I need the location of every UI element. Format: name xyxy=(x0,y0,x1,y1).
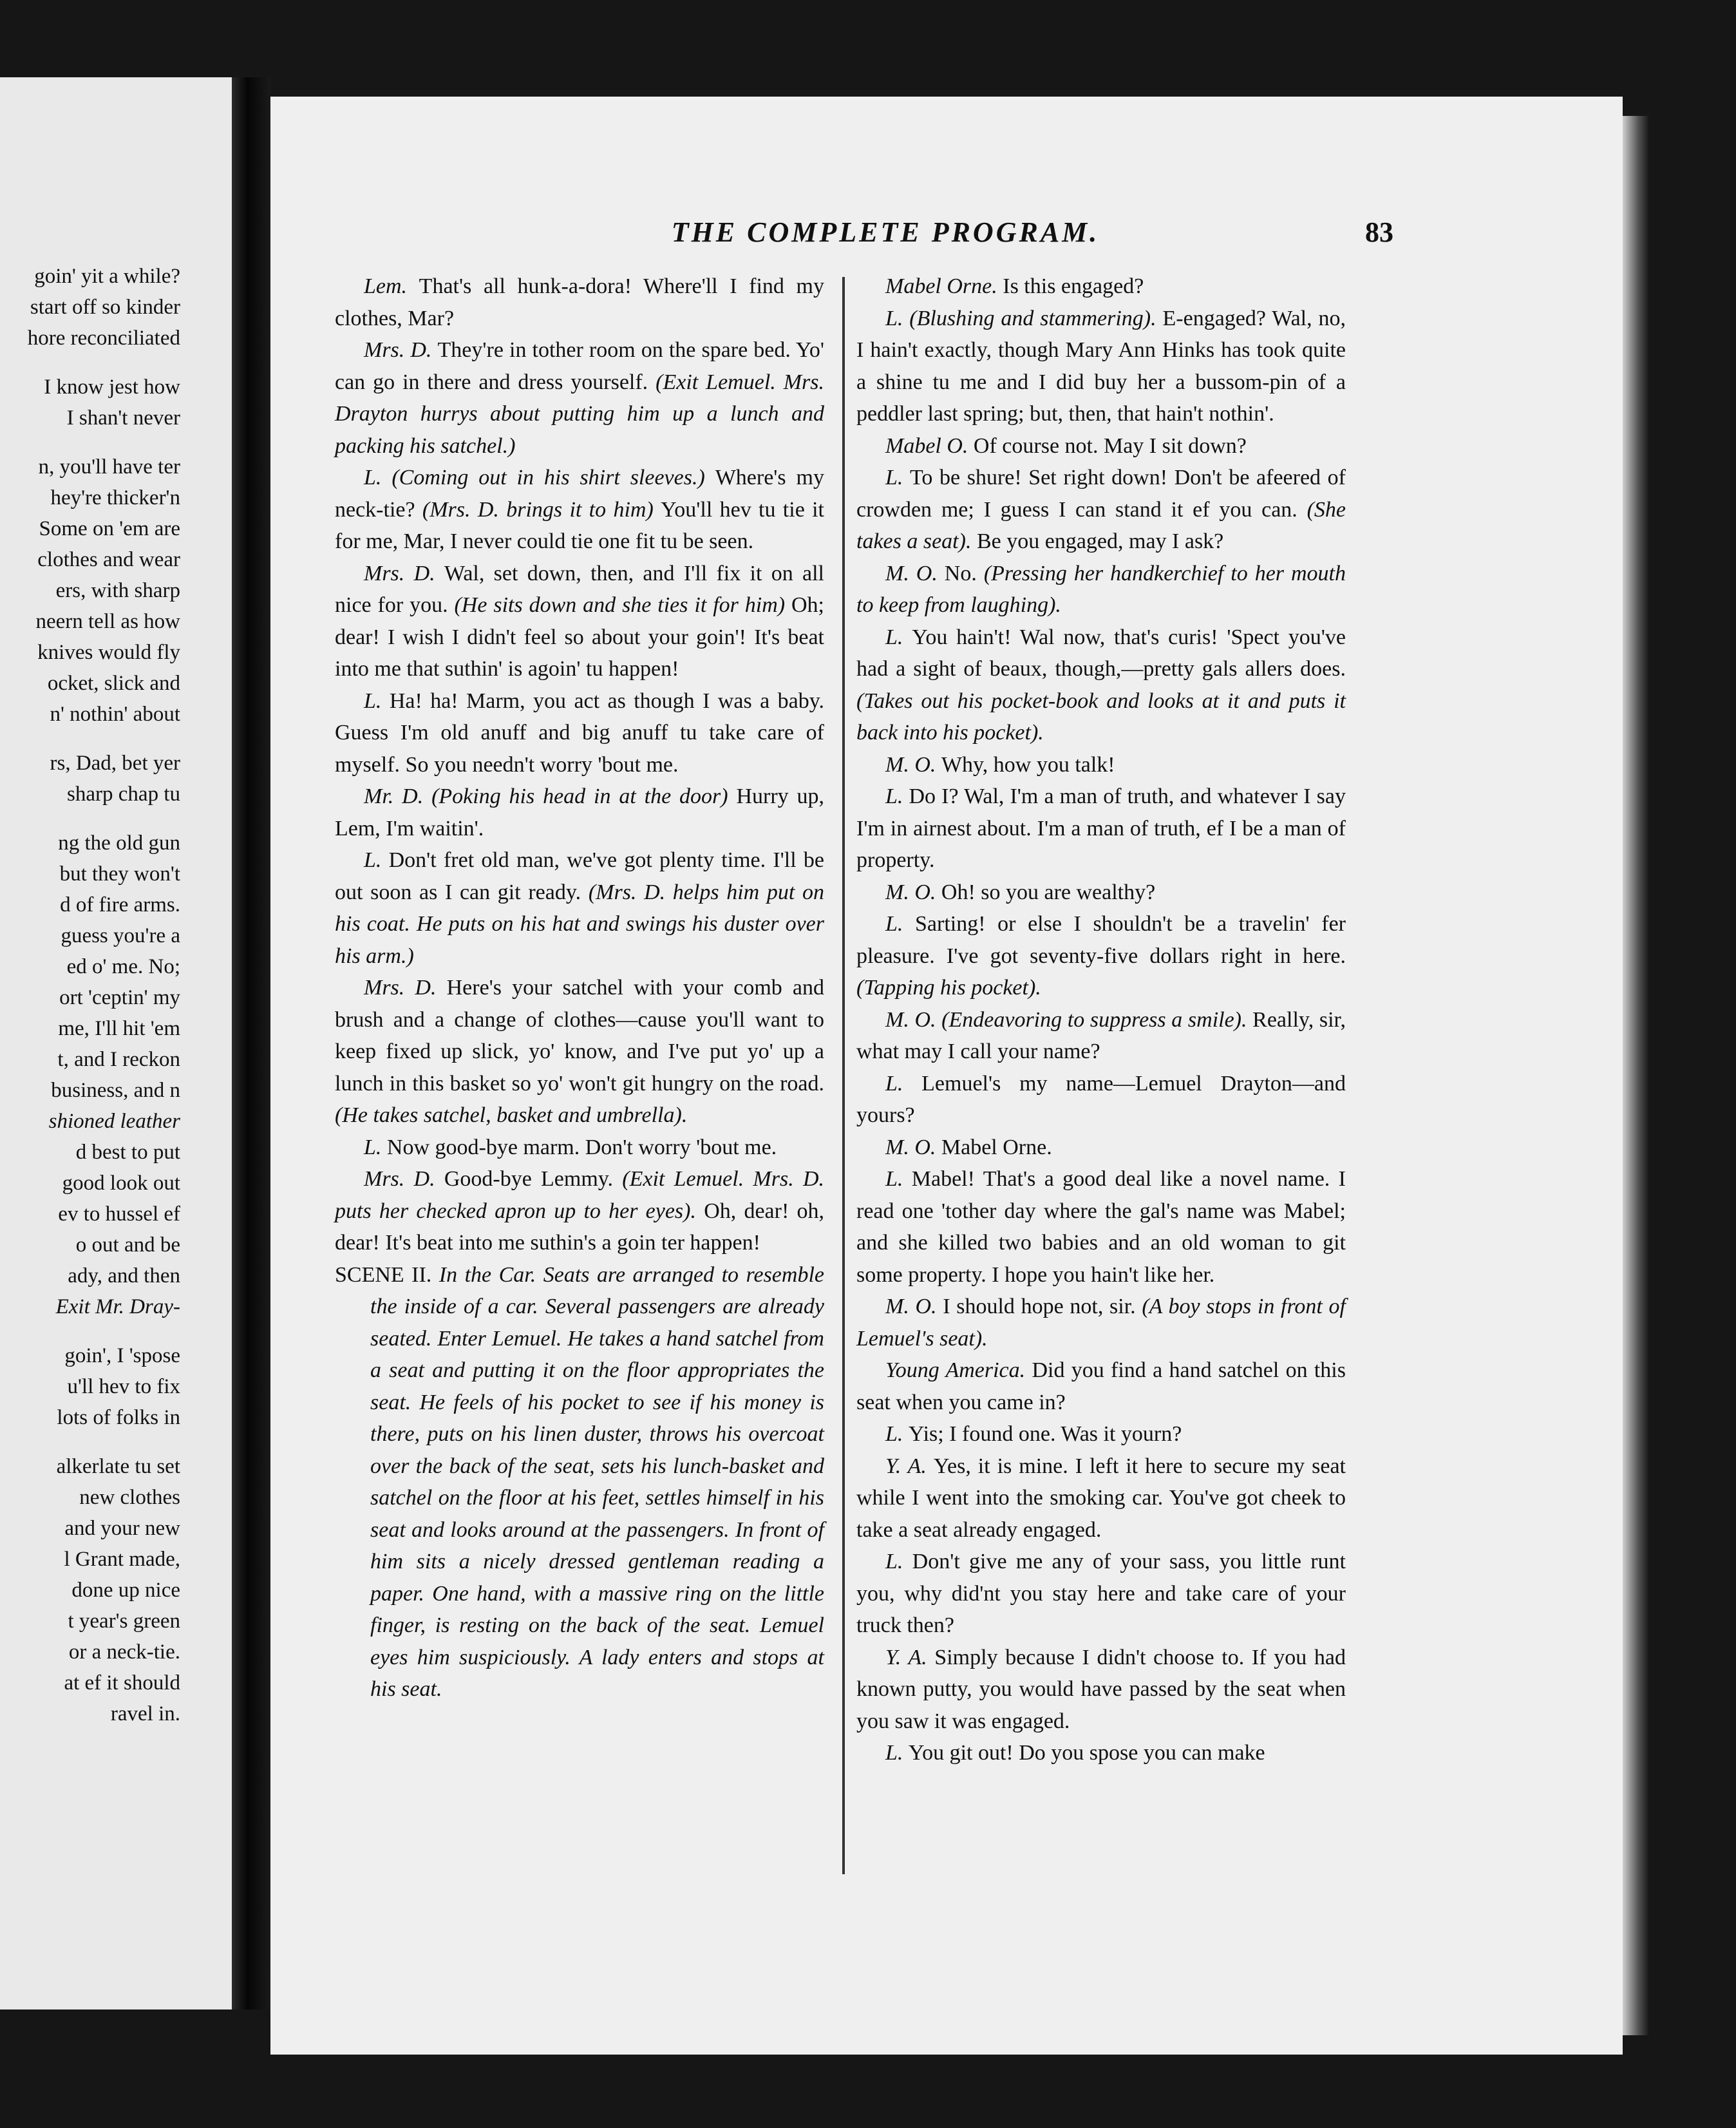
scene-label: SCENE II. xyxy=(335,1262,439,1287)
dialogue-paragraph xyxy=(856,1004,1346,1068)
dialogue-text: You hain't! Wal now, that's curis! 'Spect you've had a sight of beaux, though,—pretty gals allers does. xyxy=(856,625,1346,681)
left-page-line: Some on 'em are xyxy=(39,517,180,540)
dialogue-paragraph xyxy=(856,908,1346,1004)
left-page-line: ers, with sharp xyxy=(55,579,180,602)
speaker-name: M. O. xyxy=(885,1135,941,1159)
dialogue-text: Mabel Orne. xyxy=(941,1135,1052,1159)
left-page-line: at ef it should xyxy=(64,1671,180,1695)
dialogue-text: Simply because I didn't choose to. If you had known putty, you would have passed by the seat when you saw it was engaged. xyxy=(856,1645,1346,1733)
left-page-line: rs, Dad, bet yer xyxy=(50,752,180,775)
dialogue-paragraph xyxy=(856,1291,1346,1354)
left-text-column xyxy=(335,271,824,1705)
speaker-name: L. xyxy=(885,306,910,330)
left-page-line: goin' yit a while? xyxy=(34,265,180,288)
left-page-line: hore reconciliated xyxy=(27,327,180,350)
left-page-line: good look out xyxy=(62,1172,180,1195)
left-page-line: alkerlate tu set xyxy=(56,1455,180,1478)
left-page-line: but they won't xyxy=(59,862,180,886)
dialogue-paragraph xyxy=(856,1642,1346,1738)
stage-direction: (Exit Lemuel. Mrs. D. puts her checked apron up to her eyes). xyxy=(335,1167,824,1223)
dialogue-paragraph xyxy=(856,1354,1346,1418)
speaker-name: L. xyxy=(885,1167,912,1191)
dialogue-paragraph xyxy=(335,271,824,334)
dialogue-text: Oh; dear! I wish I didn't feel so about your goin'! It's beat into me that suthin' is agoin' tu happen! xyxy=(335,593,824,681)
speaker-name: M. O. xyxy=(885,880,941,904)
speaker-name: Mrs. D. xyxy=(364,338,438,362)
stage-direction: (Exit Lemuel. Mrs. Drayton hurrys about putting him up a lunch and packing his satchel.) xyxy=(335,370,824,458)
speaker-name: L. xyxy=(885,1741,909,1765)
left-page-line: d best to put xyxy=(75,1141,180,1164)
left-page-line: clothes and wear xyxy=(37,548,180,571)
speaker-name: L. xyxy=(885,1071,922,1096)
dialogue-paragraph xyxy=(335,972,824,1132)
dialogue-text: Now good-bye marm. Don't worry 'bout me. xyxy=(386,1135,777,1159)
dialogue-text: No. xyxy=(944,561,984,585)
speaker-name: L. xyxy=(364,1135,387,1159)
dialogue-paragraph xyxy=(335,558,824,685)
stage-direction: (He sits down and she ties it for him) xyxy=(454,593,791,617)
left-page-line: done up nice xyxy=(71,1579,180,1602)
running-title: THE COMPLETE PROGRAM. xyxy=(671,216,1100,248)
speaker-name: L. xyxy=(885,466,910,489)
left-page-line: neern tell as how xyxy=(35,610,180,633)
left-page-line: new clothes xyxy=(79,1486,180,1509)
speaker-name: L. xyxy=(885,625,912,649)
left-page-line: goin', I 'spose xyxy=(64,1344,180,1367)
dialogue-text: Why, how you talk! xyxy=(941,752,1115,777)
dialogue-text: Be you engaged, may I ask? xyxy=(976,529,1224,553)
left-page-line: shioned leather xyxy=(48,1110,180,1133)
left-page-line: t year's green xyxy=(68,1610,180,1633)
speaker-name: L. xyxy=(885,784,909,808)
dialogue-paragraph xyxy=(335,781,824,844)
dialogue-paragraph xyxy=(335,1163,824,1259)
left-page-line: start off so kinder xyxy=(30,296,180,319)
scene-direction: In the Car. Seats are arranged to resemble the inside of a car. Several passengers are already seated. Enter Lemuel. He takes a hand satchel from a seat and putting it on the floor appropriates the seat. He feels of his pocket to see if his money is there, puts on his linen duster, throws his overcoat over the back of the seat, sets his lunch-basket and satchel on the floor at his feet, settles himself in his seat and looks around at the passengers. In front of him sits a nicely dressed gentleman reading a paper. One hand, with a massive ring on the little finger, is resting on the back of the seat. Lemuel eyes him suspiciously. A lady enters and stops at his seat. xyxy=(370,1262,824,1701)
dialogue-text: Don't give me any of your sass, you little runt you, why did'nt you stay here and take care of your truck then? xyxy=(856,1550,1346,1637)
speaker-name: Mr. D. xyxy=(364,784,432,808)
dialogue-paragraph xyxy=(335,462,824,558)
speaker-name: M. O. xyxy=(885,752,941,777)
scene-heading xyxy=(335,1259,824,1705)
dialogue-paragraph xyxy=(335,844,824,972)
speaker-name: Lem. xyxy=(364,274,419,298)
speaker-name: L. xyxy=(885,1422,909,1446)
dialogue-paragraph xyxy=(335,1132,824,1164)
dialogue-text: Wal, set down, then, and I'll fix it on all nice for you. xyxy=(335,561,825,617)
dialogue-paragraph xyxy=(856,622,1346,749)
stage-direction: (A boy stops in front of Lemuel's seat). xyxy=(856,1295,1346,1351)
dialogue-paragraph xyxy=(856,1132,1346,1164)
speaker-name: L. xyxy=(364,466,392,489)
dialogue-paragraph xyxy=(856,1546,1346,1642)
speaker-name: L. xyxy=(364,848,389,872)
dialogue-text: Really, sir, what may I call your name? xyxy=(856,1007,1346,1063)
left-page-line: l Grant made, xyxy=(64,1548,180,1571)
dialogue-text: Yis; I found one. Was it yourn? xyxy=(908,1422,1182,1446)
left-page-line: ady, and then xyxy=(68,1264,180,1287)
dialogue-text: You'll hev tu tie it for me, Mar, I never could tie one fit tu be seen. xyxy=(335,497,824,553)
dialogue-text: Is this engaged? xyxy=(1003,274,1144,298)
dialogue-text: Yes, it is mine. I left it here to secure my seat while I went into the smoking car. You've got cheek to take a seat already engaged. xyxy=(856,1454,1346,1542)
dialogue-paragraph xyxy=(856,303,1346,430)
left-page-line: or a neck-tie. xyxy=(68,1640,180,1664)
dialogue-paragraph xyxy=(856,1737,1346,1769)
dialogue-paragraph xyxy=(856,1163,1346,1291)
dialogue-text: Did you find a hand satchel on this seat when you came in? xyxy=(856,1358,1346,1414)
dialogue-paragraph xyxy=(856,781,1346,877)
left-page-line: ravel in. xyxy=(110,1702,180,1725)
speaker-name: Mabel Orne. xyxy=(885,274,1003,298)
speaker-name: L. xyxy=(885,912,916,936)
left-page-line: and your new xyxy=(64,1517,180,1540)
right-text-column xyxy=(856,271,1346,1769)
speaker-name: L. xyxy=(885,1550,912,1573)
left-page-line: me, I'll hit 'em xyxy=(58,1017,180,1040)
dialogue-text: Oh, dear! oh, dear! It's beat into me suthin's a goin ter happen! xyxy=(335,1199,824,1255)
book-gutter xyxy=(232,77,270,2009)
stage-direction: (Coming out in his shirt sleeves.) xyxy=(392,466,715,489)
left-page-fragment xyxy=(0,77,232,2009)
dialogue-text: Hurry up, Lem, I'm waitin'. xyxy=(335,784,824,841)
stage-direction: (Blushing and stammering). xyxy=(909,306,1163,330)
dialogue-text: To be shure! Set right down! Don't be afeered of crowden me; I guess I can stand it ef you can. xyxy=(856,466,1346,522)
dialogue-text: Of course not. May I sit down? xyxy=(973,433,1247,458)
stage-direction: (Mrs. D. helps him put on his coat. He puts on his hat and swings his duster over his arm.) xyxy=(335,880,824,968)
dialogue-text: Here's your satchel with your comb and brush and a change of clothes—cause you'll want to keep fixed up slick, yo' know, and I've put yo' up a lunch in this basket so yo' won't git hungry on the road. xyxy=(335,976,824,1096)
left-page-line: business, and n xyxy=(51,1079,180,1102)
page-edge xyxy=(1623,116,1648,2035)
column-divider xyxy=(842,277,845,1874)
dialogue-text: Do I? Wal, I'm a man of truth, and whatever I say I'm in airnest about. I'm a man of truth, ef I be a man of property. xyxy=(856,784,1346,872)
dialogue-text: They're in tother room on the spare bed. Yo' can go in there and dress yourself. xyxy=(335,338,824,394)
left-page-line: ev to hussel ef xyxy=(58,1202,180,1226)
speaker-name: L. xyxy=(364,689,390,713)
left-page-line: u'll hev to fix xyxy=(67,1375,180,1398)
stage-direction: (Pressing her handkerchief to her mouth to keep from laughing). xyxy=(856,561,1346,617)
speaker-name: Mabel O. xyxy=(885,433,974,458)
dialogue-paragraph xyxy=(856,877,1346,909)
left-page-line: sharp chap tu xyxy=(67,783,180,806)
stage-direction: (Poking his head in at the door) xyxy=(431,784,737,808)
speaker-name: Mrs. D. xyxy=(364,976,447,1000)
left-page-line: o out and be xyxy=(75,1233,180,1257)
left-page-line: n, you'll have ter xyxy=(38,455,180,479)
left-page-line: I know jest how xyxy=(44,375,180,399)
left-page-line: t, and I reckon xyxy=(57,1048,180,1071)
speaker-name: M. O. xyxy=(885,1295,943,1318)
dialogue-text: That's all hunk-a-dora! Where'll I find my clothes, Mar? xyxy=(335,274,824,330)
left-page-line: ocket, slick and xyxy=(47,672,180,695)
left-page-line: n' nothin' about xyxy=(50,703,180,726)
dialogue-paragraph xyxy=(856,1418,1346,1450)
stage-direction: (Mrs. D. brings it to him) xyxy=(422,497,661,522)
speaker-name: Mrs. D. xyxy=(364,1167,444,1191)
speaker-name: Y. A. xyxy=(885,1645,935,1669)
dialogue-paragraph xyxy=(856,1450,1346,1546)
left-page-line: I shan't never xyxy=(66,406,180,430)
page-number: 83 xyxy=(1365,216,1393,248)
dialogue-text: I should hope not, sir. xyxy=(943,1295,1142,1318)
dialogue-text: Good-bye Lemmy. xyxy=(444,1167,623,1191)
speaker-name: Young America. xyxy=(885,1358,1032,1382)
left-page-line: ng the old gun xyxy=(58,831,180,855)
left-page-line: guess you're a xyxy=(61,924,180,947)
dialogue-paragraph xyxy=(856,558,1346,622)
dialogue-text: Oh! so you are wealthy? xyxy=(941,880,1156,904)
left-page-line: lots of folks in xyxy=(57,1406,180,1429)
speaker-name: M. O. xyxy=(885,1007,942,1032)
stage-direction: (Takes out his pocket-book and looks at it and puts it back into his pocket). xyxy=(856,689,1346,745)
speaker-name: Y. A. xyxy=(885,1454,934,1478)
left-page-line: Exit Mr. Dray- xyxy=(55,1295,180,1318)
stage-direction: (He takes satchel, basket and umbrella). xyxy=(335,1103,688,1127)
stage-direction: (She takes a seat). xyxy=(856,497,1346,553)
dialogue-paragraph xyxy=(856,462,1346,558)
dialogue-text: Lemuel's my name—Lemuel Drayton—and yours? xyxy=(856,1071,1346,1127)
dialogue-paragraph xyxy=(856,1068,1346,1132)
speaker-name: Mrs. D. xyxy=(364,561,444,585)
dialogue-paragraph xyxy=(856,749,1346,781)
left-page-line: knives would fly xyxy=(37,641,180,664)
dialogue-paragraph xyxy=(335,334,824,462)
stage-direction: (Endeavoring to suppress a smile). xyxy=(941,1007,1253,1032)
dialogue-paragraph xyxy=(856,430,1346,462)
dialogue-text: Where's my neck-tie? xyxy=(335,466,824,522)
left-page-line: ed o' me. No; xyxy=(66,955,180,978)
left-page-line: hey're thicker'n xyxy=(50,486,180,509)
dialogue-paragraph xyxy=(856,271,1346,303)
dialogue-text: Ha! ha! Marm, you act as though I was a baby. Guess I'm old anuff and big anuff tu take care of myself. So you needn't worry 'bout me. xyxy=(335,689,824,777)
dialogue-text: Sarting! or else I shouldn't be a travelin' fer pleasure. I've got seventy-five dollars right in here. xyxy=(856,912,1346,968)
left-page-line: ort 'ceptin' my xyxy=(59,986,180,1009)
left-page-line: d of fire arms. xyxy=(60,893,180,917)
stage-direction: (Tapping his pocket). xyxy=(856,976,1041,1000)
dialogue-text: You git out! Do you spose you can make xyxy=(908,1741,1265,1765)
dialogue-paragraph xyxy=(335,685,824,781)
dialogue-text: Don't fret old man, we've got plenty time. I'll be out soon as I can git ready. xyxy=(335,848,824,904)
dialogue-text: E-engaged? Wal, no, I hain't exactly, though Mary Ann Hinks has took quite a shine tu me and I did buy her a bussom-pin of a peddler last spring; but, then, that hain't nothin'. xyxy=(856,306,1346,426)
speaker-name: M. O. xyxy=(885,561,945,585)
dialogue-text: Mabel! That's a good deal like a novel name. I read one 'tother day where the gal's name was Mabel; and she killed two babies and an old woman to git some property. I hope you hain't like her. xyxy=(856,1167,1346,1287)
